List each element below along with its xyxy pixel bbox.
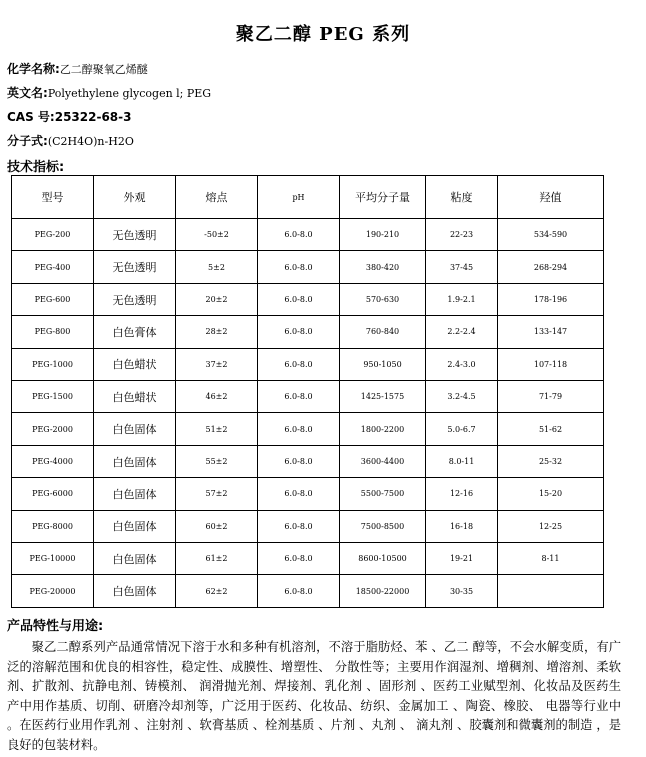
cell-melting-point: 28±2 [176, 316, 258, 348]
cell-appearance: 无色透明 [94, 251, 176, 283]
cell-melting-point: 5±2 [176, 251, 258, 283]
cell-hydroxyl: 71-79 [498, 381, 604, 413]
cell-melting-point: 37±2 [176, 348, 258, 380]
table-row [12, 413, 604, 445]
col-header-mol-weight: 平均分子量 [340, 176, 426, 219]
table-row [12, 381, 604, 413]
table-row [12, 445, 604, 477]
table-row [12, 478, 604, 510]
cell-hydroxyl: 12-25 [498, 510, 604, 542]
cell-mol-weight: 1800-2200 [340, 413, 426, 445]
cell-hydroxyl: 178-196 [498, 283, 604, 315]
usage-heading: 产品特性与用途: [7, 619, 104, 634]
cell-ph: 6.0-8.0 [258, 543, 340, 575]
cell-viscosity: 37-45 [426, 251, 498, 283]
cell-melting-point: 61±2 [176, 543, 258, 575]
cell-hydroxyl: 107-118 [498, 348, 604, 380]
cell-viscosity: 5.0-6.7 [426, 413, 498, 445]
spec-heading: 技术指标: [7, 160, 65, 175]
cell-melting-point: 55±2 [176, 445, 258, 477]
cell-model: PEG-6000 [12, 478, 94, 510]
cell-ph: 6.0-8.0 [258, 445, 340, 477]
en-name-label: 英文名: [7, 86, 48, 100]
cell-viscosity: 12-16 [426, 478, 498, 510]
cell-ph: 6.0-8.0 [258, 316, 340, 348]
cell-melting-point: 62±2 [176, 575, 258, 608]
cell-ph: 6.0-8.0 [258, 510, 340, 542]
cell-appearance: 白色固体 [94, 510, 176, 542]
cell-appearance: 白色蜡状 [94, 348, 176, 380]
cell-melting-point: 60±2 [176, 510, 258, 542]
chem-name-label: 化学名称: [7, 62, 60, 76]
table-row [12, 348, 604, 380]
table-row [12, 543, 604, 575]
cell-appearance: 白色固体 [94, 478, 176, 510]
cell-model: PEG-2000 [12, 413, 94, 445]
spec-table [11, 175, 604, 608]
cell-mol-weight: 8600-10500 [340, 543, 426, 575]
col-header-model: 型号 [12, 176, 94, 219]
col-header-hydroxyl: 羟值 [498, 176, 604, 219]
cell-viscosity: 2.2-2.4 [426, 316, 498, 348]
cell-mol-weight: 18500-22000 [340, 575, 426, 608]
formula-line [7, 132, 134, 149]
cell-appearance: 白色固体 [94, 543, 176, 575]
cell-model: PEG-20000 [12, 575, 94, 608]
cell-hydroxyl [498, 575, 604, 608]
table-header-row [12, 176, 604, 219]
cas-label: CAS 号: [7, 110, 55, 124]
cell-mol-weight: 190-210 [340, 219, 426, 251]
table-row [12, 575, 604, 608]
cell-hydroxyl: 534-590 [498, 219, 604, 251]
cell-melting-point: -50±2 [176, 219, 258, 251]
chem-name-line [7, 60, 148, 77]
cell-appearance: 白色固体 [94, 445, 176, 477]
usage-paragraph: 聚乙二醇系列产品通常情况下溶于水和多种有机溶剂，不溶于脂肪烃、苯 、乙二 醇等，不会水解变质，有广泛的溶解范围和优良的相容性，稳定性、成膜性、增塑性、 分散性等；主要用作润湿剂、增稠剂、增溶剂、柔软剂、扩散剂、抗静电剂、铸模剂、 润滑抛光剂、焊接剂、乳化剂 、固形剂 、医药工业赋型剂、化妆品及医药生产中用作基质、切削、研磨冷却剂等，广泛用于医药、化妆品、纺织、金属加工 、陶瓷、橡胶、 电器等行业中 。在医药行业用作乳剂 、注射剂 、软膏基质 、栓剂基质 、片剂 、丸剂 、 滴丸剂 、胶囊剂和微囊剂的制造 ，是良好的包装材料。 [7, 640, 621, 752]
page-title: 聚乙二醇 PEG 系列 [235, 24, 411, 45]
cell-ph: 6.0-8.0 [258, 413, 340, 445]
cell-mol-weight: 950-1050 [340, 348, 426, 380]
cell-melting-point: 46±2 [176, 381, 258, 413]
cell-viscosity: 2.4-3.0 [426, 348, 498, 380]
col-header-appearance: 外观 [94, 176, 176, 219]
col-header-ph: pH [258, 176, 340, 219]
cell-melting-point: 20±2 [176, 283, 258, 315]
table-row [12, 316, 604, 348]
cell-viscosity: 3.2-4.5 [426, 381, 498, 413]
cell-ph: 6.0-8.0 [258, 478, 340, 510]
cell-appearance: 白色固体 [94, 575, 176, 608]
table-row [12, 251, 604, 283]
cell-model: PEG-600 [12, 283, 94, 315]
cell-model: PEG-1500 [12, 381, 94, 413]
col-header-melting-point: 熔点 [176, 176, 258, 219]
cell-viscosity: 16-18 [426, 510, 498, 542]
cell-model: PEG-4000 [12, 445, 94, 477]
col-header-viscosity: 粘度 [426, 176, 498, 219]
cell-appearance: 白色固体 [94, 413, 176, 445]
cell-mol-weight: 570-630 [340, 283, 426, 315]
cell-viscosity: 30-35 [426, 575, 498, 608]
table-row [12, 510, 604, 542]
cell-hydroxyl: 25-32 [498, 445, 604, 477]
cell-hydroxyl: 268-294 [498, 251, 604, 283]
cell-viscosity: 1.9-2.1 [426, 283, 498, 315]
cell-appearance: 无色透明 [94, 219, 176, 251]
cell-ph: 6.0-8.0 [258, 283, 340, 315]
cell-ph: 6.0-8.0 [258, 251, 340, 283]
en-name-value: Polyethylene glycogen l; PEG [47, 87, 212, 100]
cell-ph: 6.0-8.0 [258, 348, 340, 380]
cell-appearance: 白色膏体 [94, 316, 176, 348]
en-name-line [7, 84, 211, 101]
cell-hydroxyl: 133-147 [498, 316, 604, 348]
cell-ph: 6.0-8.0 [258, 575, 340, 608]
formula-value: (C2H4O)n-H2O [47, 135, 134, 148]
chem-name-value: 乙二醇聚氧乙烯醚 [59, 63, 148, 76]
cell-appearance: 白色蜡状 [94, 381, 176, 413]
cell-viscosity: 19-21 [426, 543, 498, 575]
cas-value: 25322-68-3 [54, 110, 132, 124]
cell-mol-weight: 1425-1575 [340, 381, 426, 413]
cell-ph: 6.0-8.0 [258, 219, 340, 251]
cell-appearance: 无色透明 [94, 283, 176, 315]
cell-model: PEG-10000 [12, 543, 94, 575]
cell-mol-weight: 760-840 [340, 316, 426, 348]
cell-hydroxyl: 8-11 [498, 543, 604, 575]
cell-model: PEG-8000 [12, 510, 94, 542]
cell-model: PEG-800 [12, 316, 94, 348]
cas-line [7, 108, 131, 125]
cell-model: PEG-200 [12, 219, 94, 251]
cell-model: PEG-1000 [12, 348, 94, 380]
table-row [12, 219, 604, 251]
cell-mol-weight: 3600-4400 [340, 445, 426, 477]
cell-mol-weight: 380-420 [340, 251, 426, 283]
cell-ph: 6.0-8.0 [258, 381, 340, 413]
cell-model: PEG-400 [12, 251, 94, 283]
cell-melting-point: 57±2 [176, 478, 258, 510]
cell-melting-point: 51±2 [176, 413, 258, 445]
cell-mol-weight: 5500-7500 [340, 478, 426, 510]
cell-viscosity: 22-23 [426, 219, 498, 251]
cell-viscosity: 8.0-11 [426, 445, 498, 477]
cell-mol-weight: 7500-8500 [340, 510, 426, 542]
formula-label: 分子式: [7, 134, 48, 148]
cell-hydroxyl: 51-62 [498, 413, 604, 445]
table-row [12, 283, 604, 315]
cell-hydroxyl: 15-20 [498, 478, 604, 510]
